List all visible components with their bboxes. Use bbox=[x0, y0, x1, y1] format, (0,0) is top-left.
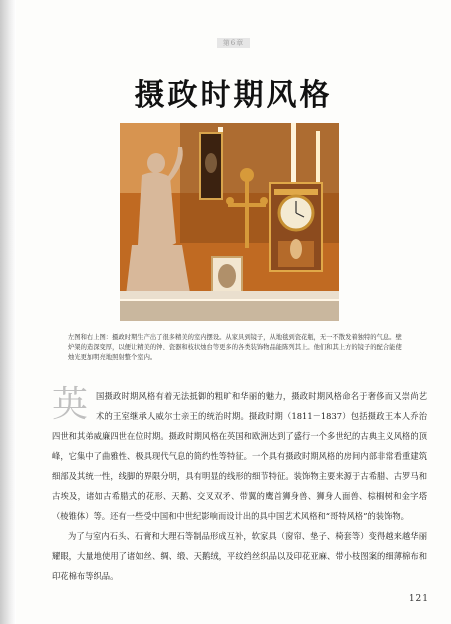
page-number: 121 bbox=[408, 594, 429, 604]
interior-photo bbox=[120, 123, 339, 321]
chapter-label-text: 第6章 bbox=[217, 38, 250, 48]
mantelpiece-illustration bbox=[120, 123, 339, 321]
drop-cap: 英 bbox=[52, 384, 89, 425]
page-title: 摄政时期风格 bbox=[134, 78, 333, 113]
book-page bbox=[16, 0, 451, 624]
article-body bbox=[52, 386, 427, 586]
book-spine-shadow bbox=[0, 0, 16, 624]
paragraph-1: 国摄政时期风格有着无法抵御的粗旷和华丽的魅力，摄政时期风格命名于奢侈而又崇尚艺术的王室继承人威尔士亲王的统治时期。摄政时期（1811－1837）包括摄政王本人乔治四世和其弟威廉四世在位时期。摄政时期风格在英国和欧洲达到了盛行一个多世纪的古典主义风格的顶峰，它集中了曲雅性、极具现代气息的简约性等特征。一个具有摄政时期风格的房间内部非常看重建筑细部及其统一性，线脚的界限分明，具有明显的线形的细节特征。装饰物主要来源于古希腊、古罗马和古埃及，诸如古希腊式的花形、天鹅、交叉双矛、带翼的鹰首狮身兽、狮身人面兽、棕榈树和金字塔（棱锥体）等。还有一些受中国和中世纪影响而设计出的具中国艺术风格和“哥特风格”的装饰物。 bbox=[52, 391, 427, 521]
paragraph-2: 为了与室内石头、石膏和大理石等制品形成互补，软家具（窗帘、垫子、椅套等）变得越来越华丽耀眼，大量地使用了诸如丝、绸、缎、天鹅绒，平纹绉丝织品以及印花亚麻、带小枝图案的细薄棉布和印花棉布等织品。 bbox=[52, 531, 427, 581]
chapter-label bbox=[16, 38, 451, 48]
photo-caption: 左图和右上图：摄政时期生产出了很多精美的室内摆设。从家具到镜子，从地毯到瓷花瓶，无一不散发着独特的气息。壁炉架的造深变厚，以便让精美的钟、瓷器和枝状烛台等更多的各类装饰物品能陈列其上。他们和其上方的镜子的配合能使烛光更加明亮地照射整个室内。 bbox=[68, 334, 402, 361]
